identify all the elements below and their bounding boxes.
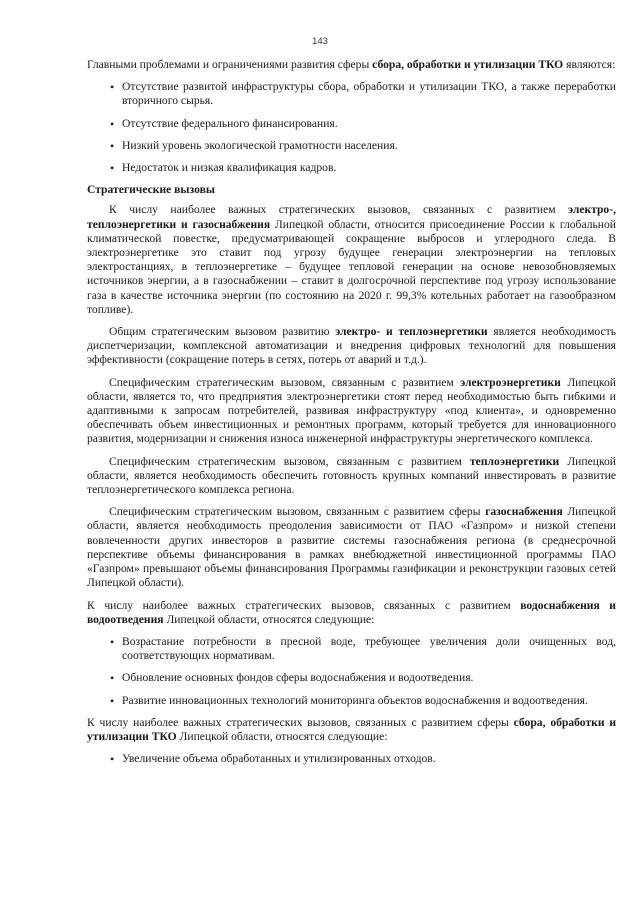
list-item: • Недостаток и низкая квалификация кадров. bbox=[87, 161, 616, 175]
paragraph-tko-problems bbox=[87, 58, 616, 72]
paragraph-text: Общим стратегическим вызовом развитию bbox=[109, 325, 336, 339]
paragraph-common-challenge bbox=[87, 325, 616, 368]
paragraph-water-challenges bbox=[87, 599, 616, 627]
list-item: • Обновление основных фондов сферы водоснабжения и водоотведения. bbox=[87, 671, 616, 685]
list-item: • Отсутствие федерального финансирования. bbox=[87, 117, 616, 131]
water-challenges-list bbox=[87, 635, 616, 708]
list-item: • Отсутствие развитой инфраструктуры сбора, обработки и утилизации ТКО, а также переработки вторичного сырья. bbox=[87, 80, 616, 108]
paragraph-text: Липецкой области, относятся следующие: bbox=[176, 729, 388, 743]
paragraph-text: Липецкой области, относятся следующие: bbox=[163, 612, 375, 626]
paragraph-bold-term: электро- и теплоэнергетики bbox=[335, 325, 488, 339]
paragraph-text: Специфическим стратегическим вызовом, связанным с развитием сферы bbox=[109, 505, 486, 519]
page-content bbox=[87, 58, 616, 774]
paragraph-electricity-challenge bbox=[87, 376, 616, 447]
paragraph-text: Липецкой области, является то, что предприятия электроэнергетики стоят перед необходимостью быть гибкими и адаптивными к запросам потребителей, развивая инфраструктуру «под клиента», и одновременно обеспечивать объем инвестиционных и ремонтных программ, который требуется для инновационного развития, модернизации и снижения износа инженерной инфраструктуры энергетического комплекса. bbox=[87, 375, 616, 446]
paragraph-bold-term: водоснабжения и водоотведения bbox=[87, 598, 616, 626]
page-number: 143 bbox=[312, 36, 328, 47]
tko-problems-list bbox=[87, 80, 616, 175]
section-heading: Стратегические вызовы bbox=[87, 183, 215, 197]
paragraph-text: Специфическим стратегическим вызовом, связанным с развитием bbox=[109, 375, 461, 389]
paragraph-text: является необходимость диспетчеризации, комплексной автоматизации и внедрения цифровых технологий для повышения эффективности (сокращение потерь в сетях, потерь от аварий и т.д.). bbox=[87, 325, 616, 367]
paragraph-energy-challenges bbox=[87, 203, 616, 317]
paragraph-bold-term: электро-, теплоэнергетики и газоснабжения bbox=[87, 203, 616, 231]
paragraph-text: Липецкой области, является необходимость преодоления зависимости от ПАО «Газпром» и низкой степени вовлеченности других инвесторов в развитие системы газоснабжения региона (в среднесрочной перспективе объемы финансирования в рамках внебюджетной инвестиционной программы ПАО «Газпром» превышают объемы финансирования Программы газификации и реконструкции газовых сетей Липецкой области). bbox=[87, 505, 616, 590]
paragraph-text: К числу наиболее важных стратегических вызовов, связанных с развитием bbox=[87, 598, 521, 612]
paragraph-bold-term: теплоэнергетики bbox=[469, 454, 560, 468]
paragraph-bold-term: сбора, обработки и утилизации ТКО bbox=[372, 58, 564, 71]
paragraph-text: являются: bbox=[563, 58, 616, 71]
paragraph-heat-challenge bbox=[87, 455, 616, 498]
tko-challenges-list bbox=[87, 752, 616, 766]
paragraph-tko-challenges bbox=[87, 716, 616, 744]
list-item: • Возрастание потребности в пресной воде, требующее увеличения доли очищенных вод, соответствующих нормативам. bbox=[87, 635, 616, 663]
paragraph-bold-term: сбора, обработки и утилизации ТКО bbox=[87, 715, 616, 743]
paragraph-text: К числу наиболее важных стратегических вызовов, связанных с развитием сферы bbox=[87, 715, 514, 729]
paragraph-bold-term: газоснабжения bbox=[485, 505, 563, 519]
list-item: • Низкий уровень экологической грамотности населения. bbox=[87, 139, 616, 153]
list-item: • Увеличение объема обработанных и утилизированных отходов. bbox=[87, 752, 616, 766]
paragraph-text: К числу наиболее важных стратегических вызовов, связанных с развитием bbox=[109, 203, 569, 217]
paragraph-text: Липецкой области, относится присоединение России к глобальной климатической повестке, предусматривающей сокращение выбросов и углеродного следа. В электроэнергетике это ставит под угрозу будущее генерации электроэнергии на тепловых электростанциях, в теплоэнергетике – будущее тепловой генерации на основе невозобновляемых источников энергии, а в газоснабжении – ставит в долгосрочной перспективе под угрозу использование газа в качестве источника энергии (по состоянию на 2020 г. 99,3% котельных работает на газообразном топливе). bbox=[87, 217, 616, 316]
paragraph-gas-challenge bbox=[87, 505, 616, 590]
paragraph-text: Липецкой области, является необходимость обеспечить готовность крупных компаний инвестировать в развитие теплоэнергетического комплекса региона. bbox=[87, 454, 616, 497]
list-item: • Развитие инновационных технологий мониторинга объектов водоснабжения и водоотведения. bbox=[87, 694, 616, 708]
paragraph-bold-term: электроэнергетики bbox=[460, 375, 561, 389]
paragraph-text: Специфическим стратегическим вызовом, связанным с развитием bbox=[109, 454, 470, 468]
paragraph-text: Главными проблемами и ограничениями развития сферы bbox=[87, 58, 373, 71]
